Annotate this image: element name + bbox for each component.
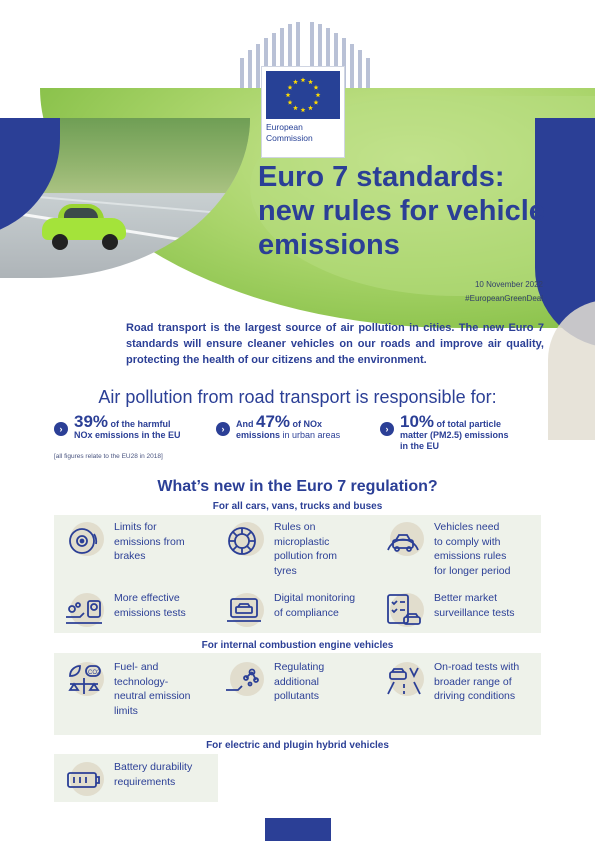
eu-star: [301, 107, 306, 112]
stat-nox-urban: › And 47% of NOx emissions in urban areas: [216, 416, 340, 441]
eu-star: [293, 79, 298, 84]
whats-new-heading: What’s new in the Euro 7 regulation?: [157, 478, 438, 495]
eu-star: [314, 85, 319, 90]
group-heading-all-vehicles: For all cars, vans, trucks and buses: [212, 501, 383, 512]
eu-star: [288, 100, 293, 105]
eu-star: [316, 92, 321, 97]
item-longer-compliance: Vehicles need to comply with emissions rules for longer period: [384, 520, 510, 578]
stats-footnote: [all figures relate to the EU28 in 2018]: [54, 453, 163, 460]
brake-disc-icon: [64, 520, 104, 560]
pollutants-icon: [224, 660, 264, 700]
item-market-surveillance: Better market surveillance tests: [384, 591, 515, 631]
item-tyre-microplastic: Rules on microplastic pollution from tyres: [224, 520, 337, 578]
org-name-line2: Commission: [266, 133, 313, 143]
item-emissions-tests: More effective emissions tests: [64, 591, 186, 631]
item-fuel-neutral-limits: CO2 Fuel- and technology- neutral emission limits: [64, 660, 190, 718]
item-brake-emissions: Limits for emissions from brakes: [64, 520, 185, 564]
laptop-car-icon: [224, 591, 264, 631]
eu-star: [293, 105, 298, 110]
exhaust-test-icon: [64, 591, 104, 631]
group-heading-ev-vehicles: For electric and plugin hybrid vehicles: [206, 740, 389, 751]
eu-flag-icon: [266, 71, 340, 119]
item-battery-durability: Battery durability requirements: [64, 760, 192, 800]
item-additional-pollutants: Regulating additional pollutants: [224, 660, 324, 704]
hashtag: #EuropeanGreenDeal: [465, 294, 543, 303]
page-title: Euro 7 standards: new rules for vehicle emissions: [258, 161, 545, 261]
stat-particle-matter: › 10% of total particle matter (PM2.5) emissions in the EU: [380, 416, 509, 452]
road-test-icon: [384, 660, 424, 700]
eu-star: [314, 100, 319, 105]
car-road-icon: [384, 520, 424, 560]
item-on-road-tests: On-road tests with broader range of driving conditions: [384, 660, 519, 704]
european-commission-logo: [220, 22, 390, 154]
leaf-co2-scale-icon: [64, 660, 104, 700]
item-digital-monitoring: Digital monitoring of compliance: [224, 591, 355, 631]
svg-text:CO2: CO2: [88, 670, 101, 676]
intro-paragraph: Road transport is the largest source of air pollution in cities. The new Euro 7 standards will ensure cleaner vehicles on our roads and improve air quality, protecting the health of our citizens and the environment.: [126, 322, 544, 366]
chevron-right-icon: ›: [54, 422, 68, 436]
footer-blue-bar: [265, 818, 331, 841]
org-name-line1: European: [266, 122, 303, 132]
checklist-car-icon: [384, 591, 424, 631]
green-car-image: [42, 204, 126, 248]
tyre-icon: [224, 520, 264, 560]
eu-star: [301, 77, 306, 82]
eu-star: [288, 85, 293, 90]
chevron-right-icon: ›: [380, 422, 394, 436]
eu-star: [286, 92, 291, 97]
logo-box: [261, 66, 345, 158]
air-pollution-heading: Air pollution from road transport is responsible for:: [98, 387, 497, 407]
battery-icon: [64, 760, 104, 800]
chevron-right-icon: ›: [216, 422, 230, 436]
publication-date: 10 November 2022: [474, 280, 543, 289]
stat-nox-eu: › 39% of the harmful NOx emissions in the EU: [54, 416, 181, 441]
eu-star: [308, 79, 313, 84]
group-heading-ice-vehicles: For internal combustion engine vehicles: [201, 640, 394, 651]
eu-star: [308, 105, 313, 110]
